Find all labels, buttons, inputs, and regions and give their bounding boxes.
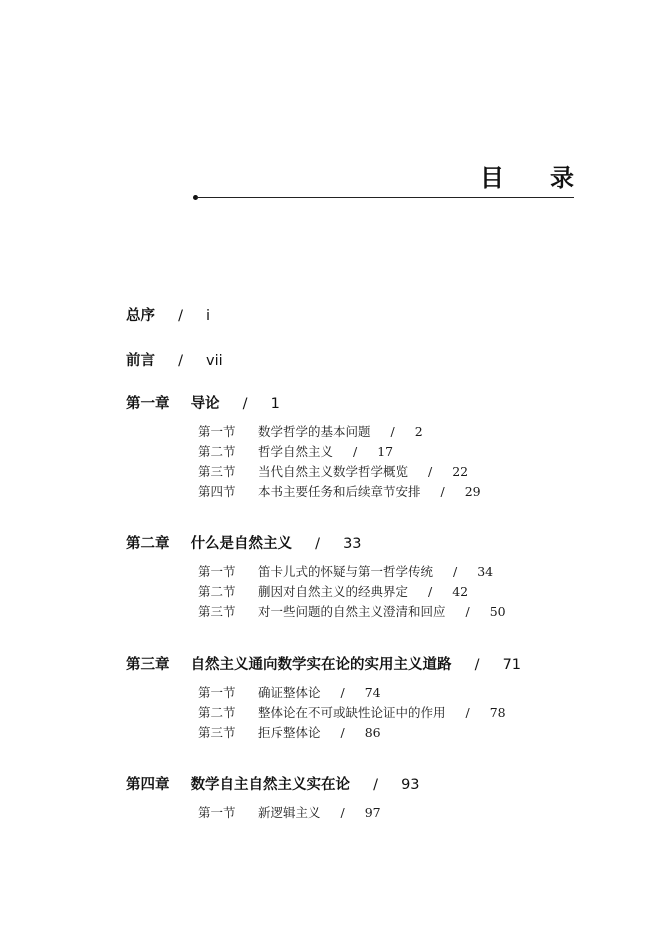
toc-page-number: 50 <box>489 604 506 619</box>
toc-page-number: 86 <box>364 725 381 740</box>
toc-page-number: 42 <box>452 584 469 599</box>
section-title: 确证整体论 <box>257 685 321 700</box>
toc-page-number: 93 <box>401 777 420 793</box>
toc-entry-label: 前言 <box>126 353 155 369</box>
section-number: 第二节 <box>198 444 236 459</box>
toc-page-number: 17 <box>377 444 394 459</box>
section-number: 第二节 <box>198 705 236 720</box>
toc-separator: / <box>440 484 445 499</box>
section-title: 整体论在不可或缺性论证中的作用 <box>257 705 446 720</box>
toc-separator: / <box>427 584 433 599</box>
toc-chapter-2[interactable] <box>126 532 362 553</box>
toc-separator: / <box>465 604 470 619</box>
section-number: 第四节 <box>198 484 236 499</box>
chapter-title: 数学自主自然主义实在论 <box>190 777 351 793</box>
toc-section[interactable] <box>198 803 381 821</box>
section-title: 笛卡儿式的怀疑与第一哲学传统 <box>257 564 433 579</box>
toc-section[interactable] <box>198 703 506 721</box>
section-number: 第一节 <box>198 564 236 579</box>
toc-section[interactable] <box>198 562 493 580</box>
section-number: 第二节 <box>198 584 236 599</box>
section-title: 新逻辑主义 <box>257 805 321 820</box>
toc-separator: / <box>178 353 183 369</box>
toc-separator: / <box>352 444 358 459</box>
section-number: 第一节 <box>198 805 236 820</box>
toc-separator: / <box>242 396 248 412</box>
toc-page-number: 74 <box>364 685 381 700</box>
toc-section[interactable] <box>198 602 506 620</box>
toc-separator: / <box>340 725 345 740</box>
toc-chapter-1[interactable] <box>126 392 280 413</box>
toc-page-number: 71 <box>502 657 522 673</box>
chapter-title: 导论 <box>190 396 220 412</box>
toc-separator: / <box>315 536 321 552</box>
toc-section[interactable] <box>198 683 381 701</box>
toc-page-number: i <box>206 308 211 324</box>
toc-separator: / <box>452 564 458 579</box>
section-title: 本书主要任务和后续章节安排 <box>257 484 421 499</box>
toc-separator: / <box>427 464 433 479</box>
toc-separator: / <box>465 705 470 720</box>
toc-section[interactable] <box>198 723 381 741</box>
toc-chapter-4[interactable] <box>126 773 420 794</box>
section-title: 拒斥整体论 <box>257 725 321 740</box>
section-number: 第一节 <box>198 424 236 439</box>
toc-chapter-3[interactable] <box>126 653 521 674</box>
title-rule <box>196 197 574 198</box>
section-title: 对一些问题的自然主义澄清和回应 <box>257 604 446 619</box>
toc-separator: / <box>390 424 395 439</box>
chapter-number: 第四章 <box>126 777 170 793</box>
section-title: 当代自然主义数学哲学概览 <box>257 464 408 479</box>
toc-separator: / <box>340 685 345 700</box>
toc-page-number: vii <box>206 353 223 369</box>
toc-separator: / <box>178 308 183 324</box>
toc-separator: / <box>340 805 345 820</box>
toc-section[interactable] <box>198 442 393 460</box>
section-number: 第三节 <box>198 464 236 479</box>
toc-section[interactable] <box>198 462 468 480</box>
section-title: 数学哲学的基本问题 <box>257 424 371 439</box>
toc-entry-label: 总序 <box>126 308 155 324</box>
toc-page-number: 2 <box>414 424 423 439</box>
toc-page-number: 29 <box>464 484 481 499</box>
chapter-title: 什么是自然主义 <box>190 536 293 552</box>
toc-entry-foreword[interactable] <box>126 349 223 370</box>
toc-page-number: 1 <box>270 396 280 412</box>
title-char-2: 录 <box>550 164 574 192</box>
toc-section[interactable] <box>198 482 481 500</box>
section-number: 第三节 <box>198 604 236 619</box>
toc-entry-preface-series[interactable] <box>126 304 210 325</box>
toc-page-number: 34 <box>477 564 494 579</box>
section-number: 第一节 <box>198 685 236 700</box>
toc-page-number: 33 <box>343 536 362 552</box>
title-char-1: 目 <box>480 164 504 192</box>
toc-page-number: 78 <box>489 705 506 720</box>
toc-section[interactable] <box>198 582 468 600</box>
chapter-number: 第一章 <box>126 396 170 412</box>
chapter-title: 自然主义通向数学实在论的实用主义道路 <box>190 657 452 673</box>
toc-page-number: 22 <box>452 464 469 479</box>
toc-section[interactable] <box>198 422 423 440</box>
toc-separator: / <box>373 777 379 793</box>
section-title: 哲学自然主义 <box>257 444 333 459</box>
section-title: 蒯因对自然主义的经典界定 <box>257 584 408 599</box>
toc-separator: / <box>474 657 480 673</box>
section-number: 第三节 <box>198 725 236 740</box>
chapter-number: 第三章 <box>126 657 170 673</box>
chapter-number: 第二章 <box>126 536 170 552</box>
toc-page-number: 97 <box>364 805 381 820</box>
